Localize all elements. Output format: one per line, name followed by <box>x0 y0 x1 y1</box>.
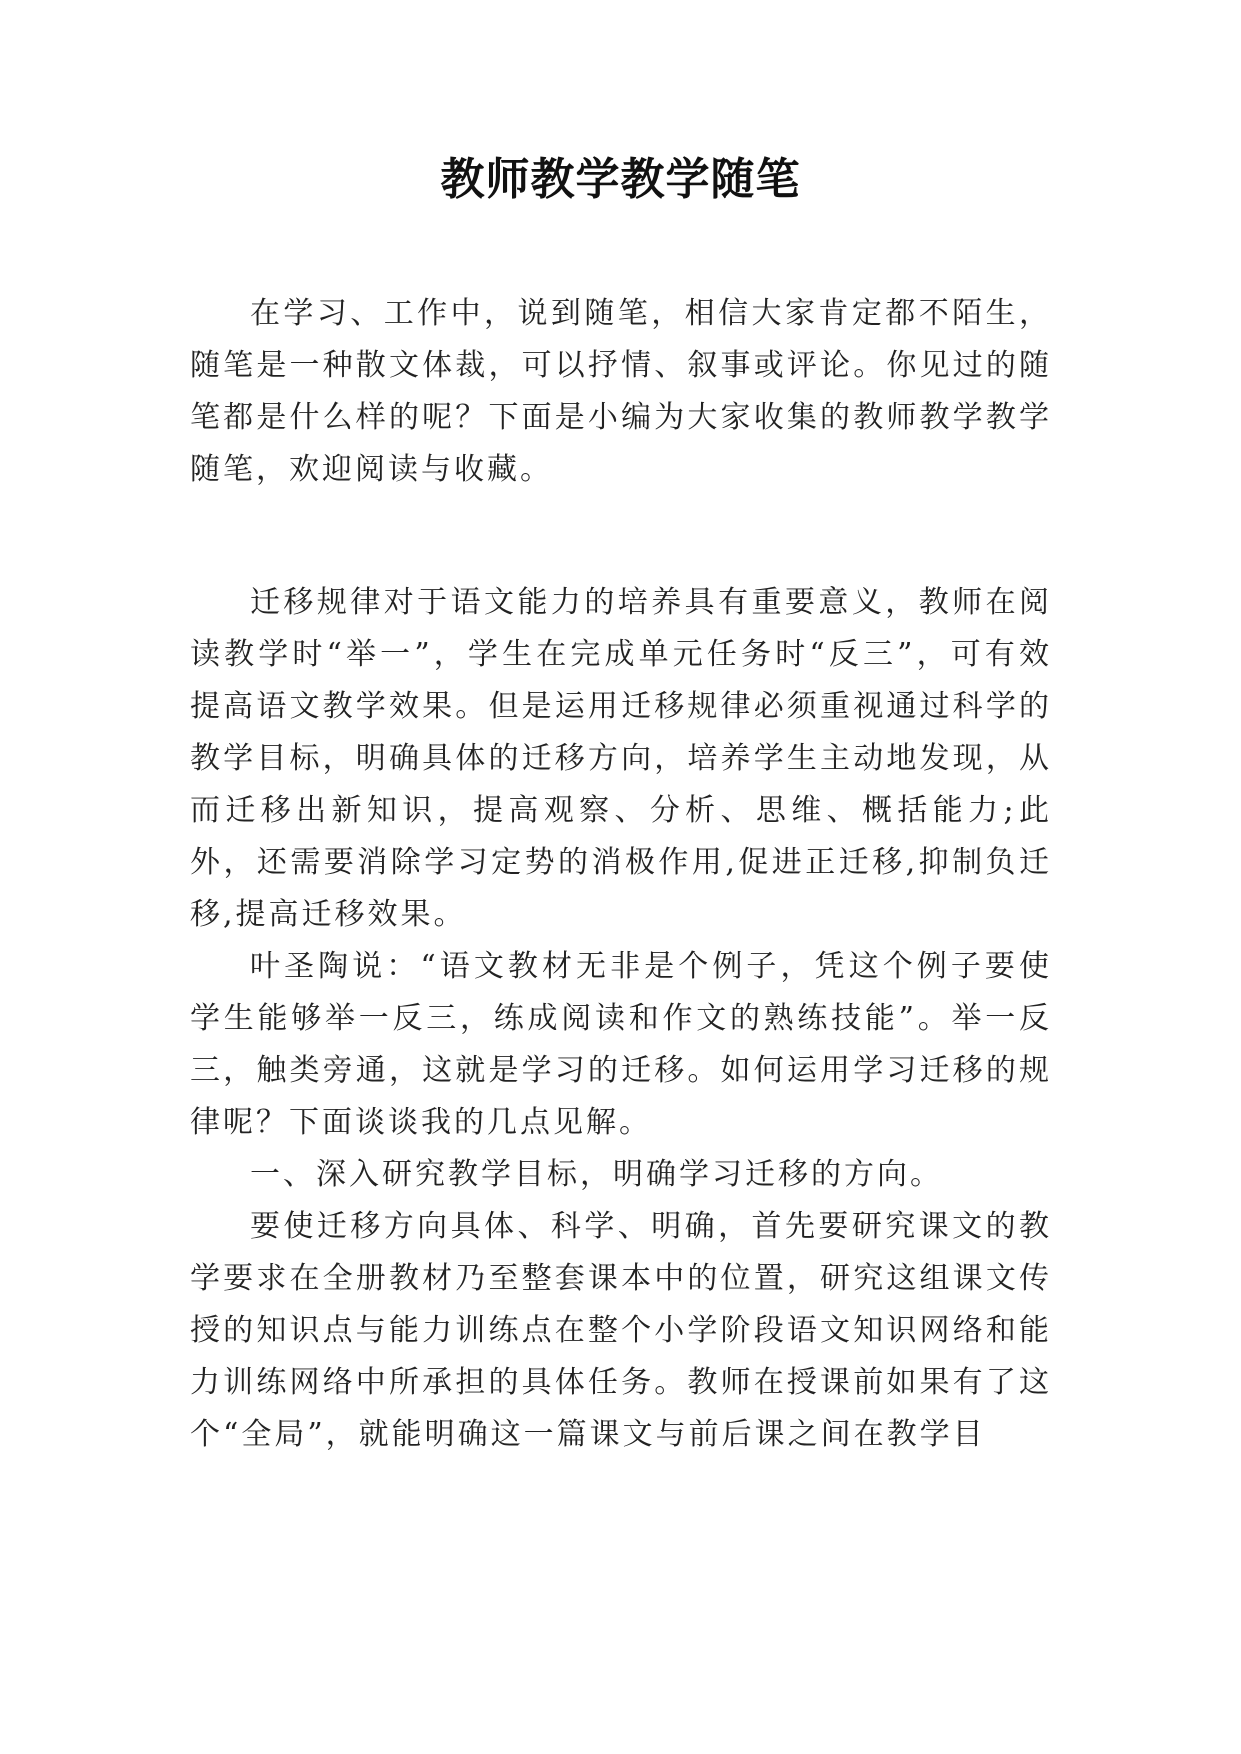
body-paragraph: 迁移规律对于语文能力的培养具有重要意义，教师在阅读教学时“举一”，学生在完成单元任务时“反三”，可有效提高语文教学效果。但是运用迁移规律必须重视通过科学的教学目标，明确具体的迁移方向，培养学生主动地发现，从而迁移出新知识，提高观察、分析、思维、概括能力;此外，还需要消除学习定势的消极作用,促进正迁移,抑制负迁移,提高迁移效果。 <box>190 585 1052 932</box>
body-paragraph: 要使迁移方向具体、科学、明确，首先要研究课文的教学要求在全册教材乃至整套课本中的位置，研究这组课文传授的知识点与能力训练点在整个小学阶段语文知识网络和能力训练网络中所承担的具体任务。教师在授课前如果有了这个“全局”，就能明确这一篇课文与前后课之间在教学目 <box>190 1209 1052 1452</box>
body-section <box>190 577 1052 1461</box>
section-heading: 一、深入研究教学目标，明确学习迁移的方向。 <box>250 1157 943 1192</box>
body-paragraph: 叶圣陶说：“语文教材无非是个例子，凭这个例子要使学生能够举一反三，练成阅读和作文的熟练技能”。举一反三，触类旁通，这就是学习的迁移。如何运用学习迁移的规律呢？下面谈谈我的几点见解。 <box>190 949 1052 1140</box>
document-title: 教师教学教学随笔 <box>440 154 801 205</box>
intro-section <box>190 288 1052 496</box>
intro-paragraph: 在学习、工作中，说到随笔，相信大家肯定都不陌生，随笔是一种散文体裁，可以抒情、叙事或评论。你见过的随笔都是什么样的呢？下面是小编为大家收集的教师教学教学随笔，欢迎阅读与收藏。 <box>190 296 1052 487</box>
